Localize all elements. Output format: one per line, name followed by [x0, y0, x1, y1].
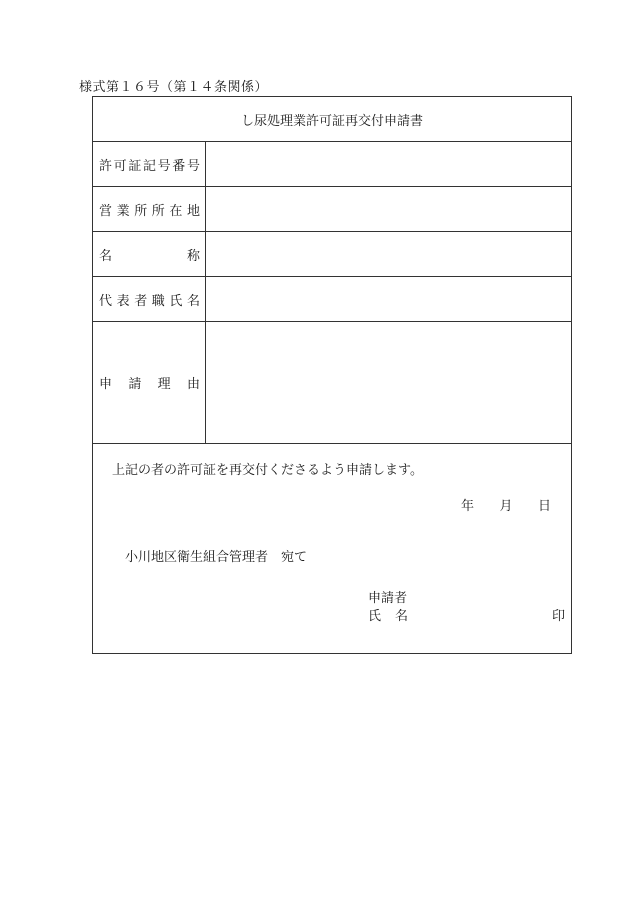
field-label-text: 名 称: [99, 248, 200, 264]
license-number-field[interactable]: [206, 142, 571, 186]
declaration-statement: 上記の者の許可証を再交付くださるよう申請します。: [112, 463, 423, 478]
field-label-license-number: [93, 142, 206, 186]
date-month-label: 月: [499, 499, 513, 514]
application-form: [92, 96, 572, 654]
applicant-label: 申請者: [368, 591, 408, 606]
addressee-line: 小川地区衛生組合管理者 宛て: [125, 550, 308, 565]
representative-field[interactable]: [206, 277, 571, 321]
date-line: [461, 495, 551, 514]
field-label-text: 申 請 理 由: [99, 377, 200, 392]
field-label-representative: [93, 277, 206, 321]
field-row-reason: [93, 322, 571, 444]
field-label-text: 代 表 者 職 氏 名: [99, 293, 200, 309]
seal-mark: 印: [551, 609, 565, 624]
form-title: し尿処理業許可証再交付申請書: [240, 113, 423, 129]
field-row-name: [93, 232, 571, 277]
field-label-reason: [93, 322, 206, 443]
business-address-field[interactable]: [206, 187, 571, 231]
form-number-label: 様式第１６号（第１４条関係）: [79, 80, 269, 95]
field-label-business-address: [93, 187, 206, 231]
field-row-license-number: [93, 142, 571, 187]
date-day-label: 日: [537, 499, 551, 514]
field-label-text: 許 可 証 記 号 番 号: [99, 158, 200, 174]
date-year-label: 年: [461, 499, 475, 514]
field-label-name: [93, 232, 206, 276]
reason-field[interactable]: [206, 322, 571, 443]
field-row-business-address: [93, 187, 571, 232]
form-title-row: [93, 97, 571, 142]
company-name-field[interactable]: [206, 232, 571, 276]
field-label-text: 営 業 所 所 在 地: [99, 203, 200, 219]
applicant-name-label: 氏 名: [368, 609, 408, 624]
field-row-representative: [93, 277, 571, 322]
